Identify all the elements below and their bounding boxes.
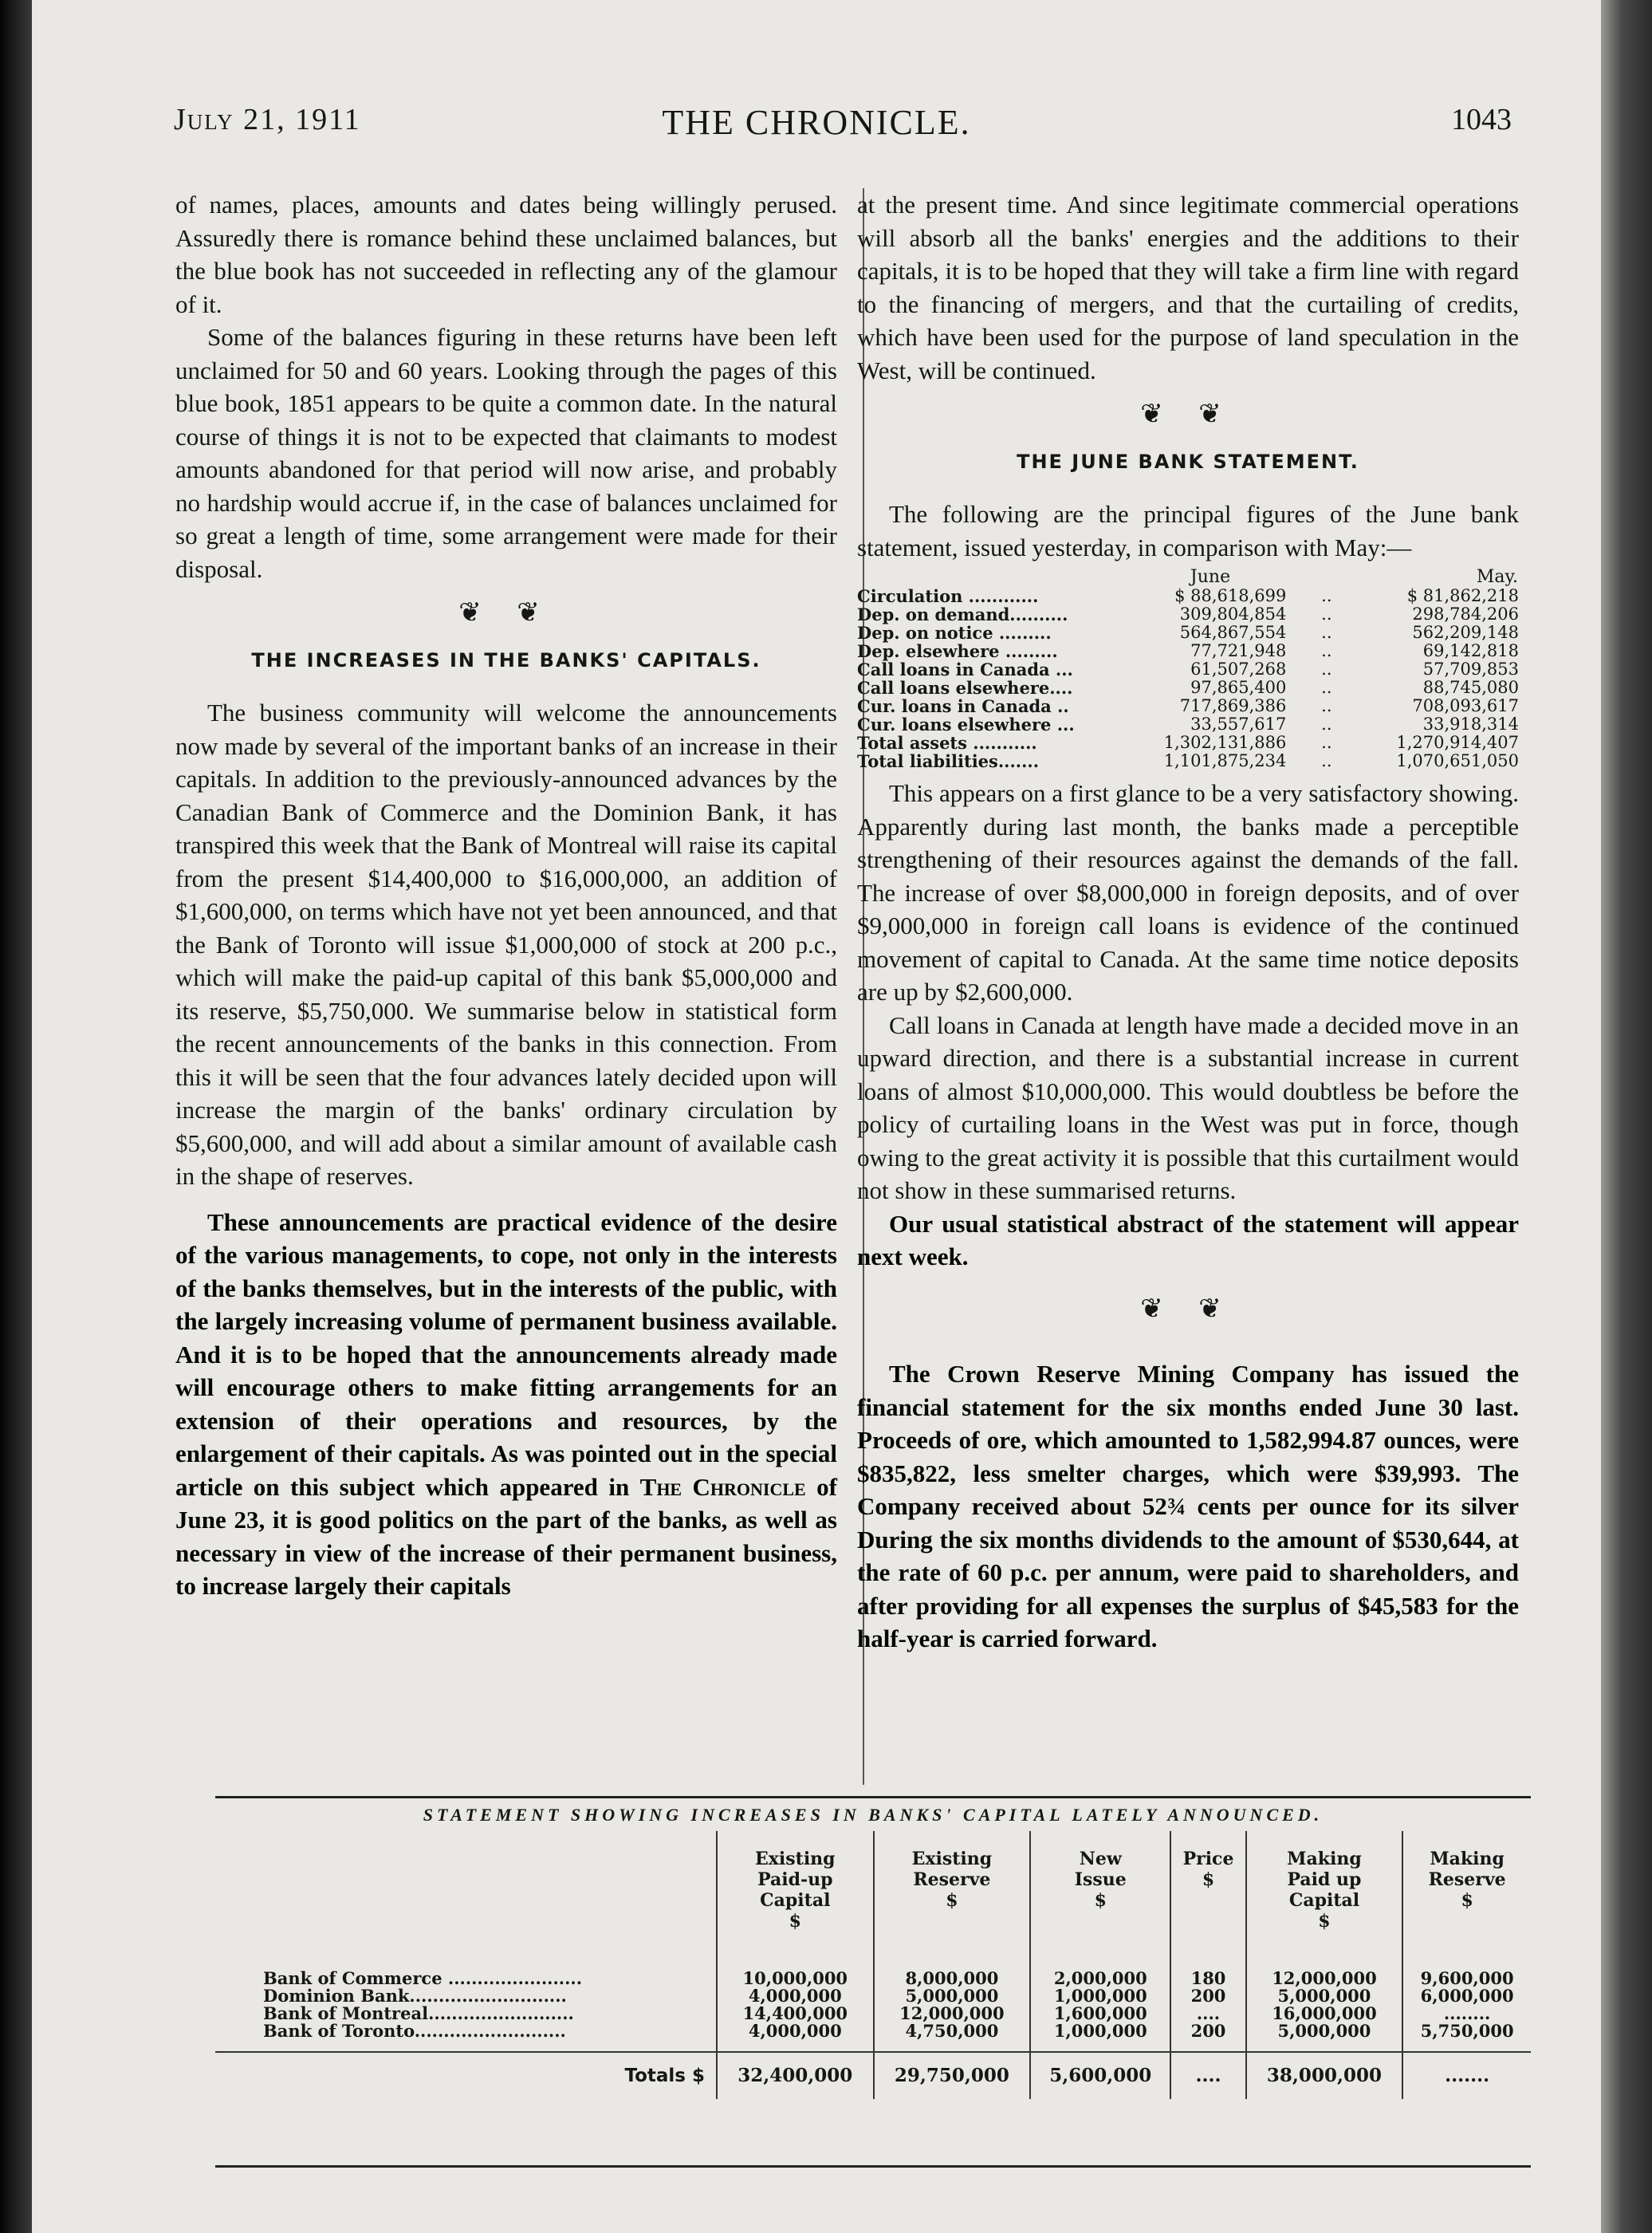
cell-making_reserve: 6,000,000 <box>1402 1987 1531 2005</box>
table-row <box>215 2005 1531 2022</box>
ornament-divider: ❦ ❦ <box>1140 400 1236 429</box>
header-line: $ <box>1461 1890 1473 1911</box>
paragraph: These announcements are practical evidence of the desire of the various managements, to cope, not only in the interests of the banks themselves, but in the interests of the public, with the largely increasing volume of permanent business available. And it is to be hoped that the announcements already made will encourage others to make fitting arrangements for an extension of their operations and resources, by the enlargement of their capitals. As was pointed out in the special article on this subject which appeared in The Chronicle of June 23, it is good politics on the part of the banks, as well as necessary in view of the increase of their permanent business, to increase largely their capitals <box>175 1207 837 1600</box>
cell-may: 1,070,651,050 <box>1396 751 1519 770</box>
cell-paid_up: 5,000,000 <box>1246 1987 1403 2005</box>
cell-reserve: 8,000,000 <box>874 1970 1031 1987</box>
header-line: Reserve <box>913 1869 991 1890</box>
page-edge-right <box>1601 0 1652 2233</box>
book-spine-left <box>0 0 32 2233</box>
cell-label: Circulation ............ <box>857 586 1039 606</box>
cell-capital: 10,000,000 <box>717 1970 874 1987</box>
cell-may: 33,918,314 <box>1422 715 1519 734</box>
header-line: Price <box>1182 1849 1234 1869</box>
table-row <box>857 697 1519 715</box>
cell-bank: Dominion Bank........................... <box>263 1986 567 2006</box>
table-row <box>857 660 1519 679</box>
cell-june: 564,867,554 <box>1179 623 1287 642</box>
total-label: Totals $ <box>215 2052 717 2099</box>
header-line: Existing <box>911 1849 993 1869</box>
cell-bank: Bank of Toronto.......................... <box>263 2021 566 2041</box>
cell-paid_up: 5,000,000 <box>1246 2022 1403 2040</box>
header-line: New <box>1079 1849 1122 1869</box>
cell-price: 200 <box>1170 1987 1245 2005</box>
header-line: Existing <box>755 1849 836 1869</box>
cell-capital: 4,000,000 <box>717 1987 874 2005</box>
cell-label: Dep. on notice ......... <box>857 623 1052 643</box>
cell-june: 77,721,948 <box>1190 641 1287 660</box>
cell-june: $ 88,618,699 <box>1174 586 1287 605</box>
cell-paid_up: 12,000,000 <box>1246 1970 1403 1987</box>
column-header <box>717 1831 874 1946</box>
header-line: Paid up <box>1287 1869 1362 1890</box>
cell-may: 298,784,206 <box>1412 605 1519 624</box>
total-price: .... <box>1170 2052 1245 2099</box>
cell-capital: 4,000,000 <box>717 2022 874 2040</box>
paragraph: The following are the principal figures of the June bank statement, issued yesterday, in comparison with May:— <box>857 500 1519 561</box>
header-line: $ <box>1202 1869 1215 1890</box>
cell-making_reserve: ........ <box>1402 2005 1531 2022</box>
capital-increase-table <box>215 1831 1531 2099</box>
cell-issue: 1,000,000 <box>1030 1987 1170 2005</box>
cell-making_reserve: 9,600,000 <box>1402 1970 1531 1987</box>
cell-june: 61,507,268 <box>1190 660 1287 679</box>
cell-sep: .. <box>1321 660 1332 679</box>
cell-sep: .. <box>1321 751 1332 770</box>
paragraph: Some of the balances figuring in these returns have been left unclaimed for 50 and 60 years. Looking through the pages of this blue book, 1851 appears to be quite a common date. In the natural course of things it is not to be expected that claimants to modest amounts abandoned for that period will now arise, and probably no hardship would accrue if, in the case of balances unclaimed for so great a length of time, some arrangement were made for their disposal. <box>175 323 837 583</box>
june-may-comparison-table <box>857 567 1519 770</box>
article-heading: THE INCREASES IN THE BANKS' CAPITALS. <box>251 648 761 671</box>
cell-may: 562,209,148 <box>1412 623 1519 642</box>
header-line: Paid-up <box>757 1869 833 1890</box>
cell-sep: .. <box>1321 623 1332 642</box>
ornament-divider: ❦ ❦ <box>458 598 554 628</box>
header-line: $ <box>1318 1911 1331 1932</box>
totals-row <box>215 2052 1531 2099</box>
paragraph: of names, places, amounts and dates being willingly perused. Assuredly there is romance behind these unclaimed balances, but the blue book has not succeeded in reflecting any of the glamour of it. <box>175 191 837 318</box>
publication-name: The Chronicle <box>639 1472 806 1501</box>
paragraph: This appears on a first glance to be a very satisfactory showing. Apparently during last month, the banks made a perceptible strengthening of their resources against the demands of the fall. The increase of over $8,000,000 in foreign deposits, and of over $9,000,000 in foreign call loans is evidence of the continued movement of capital to Canada. At the same time notice deposits are up by $2,600,000. <box>857 779 1519 1006</box>
column-header <box>1030 1831 1170 1946</box>
header-line: Issue <box>1074 1869 1127 1890</box>
table-top-rule <box>215 1796 1531 1798</box>
cell-issue: 1,000,000 <box>1030 2022 1170 2040</box>
cell-issue: 2,000,000 <box>1030 1970 1170 1987</box>
cell-may: $ 81,862,218 <box>1406 586 1519 605</box>
cell-june: 1,302,131,886 <box>1163 733 1287 752</box>
cell-sep: .. <box>1321 678 1332 697</box>
header-line: Making <box>1287 1849 1362 1869</box>
cell-capital: 14,400,000 <box>717 2005 874 2022</box>
table-row <box>215 1987 1531 2005</box>
paragraph: The business community will welcome the announcements now made by several of the important banks of an increase in their capitals. In addition to the previously-announced advances by the Canadian Bank of Commerce and the Dominion Bank, it has transpired this week that the Bank of Montreal will raise its capital from the present $14,400,000 to $16,000,000, an addition of $1,600,000, on terms which have not yet been announced, and that the Bank of Toronto will issue $1,000,000 of stock at 200 p.c., which will make the paid-up capital of this bank $5,000,000 and its reserve, $5,750,000. We summarise below in statistical form the recent announcements of the banks in this connection. From this it will be seen that the four advances lately decided upon will increase the margin of the banks' ordinary circulation by $5,600,000, and will add about a similar amount of available cash in the shape of reserves. <box>175 699 837 1190</box>
table-row <box>857 624 1519 642</box>
cell-label: Cur. loans elsewhere ... <box>857 715 1075 734</box>
cell-sep: .. <box>1321 586 1332 605</box>
masthead-title: THE CHRONICLE. <box>662 103 971 142</box>
cell-price: .... <box>1170 2005 1245 2022</box>
cell-sep: .. <box>1321 715 1332 734</box>
table-row <box>215 1970 1531 1987</box>
cell-june: 1,101,875,234 <box>1163 751 1287 770</box>
table-caption: STATEMENT SHOWING INCREASES IN BANKS' CAPITAL LATELY ANNOUNCED. <box>423 1805 1324 1825</box>
column-header <box>1402 1831 1531 1946</box>
paragraph: Call loans in Canada at length have made a decided move in an upward direction, and there is a substantial increase in current loans of almost $10,000,000. This would doubtless be before the policy of curtailing loans in the West was put in force, though owing to the great activity it is possible that this curtailment would not show in these summarised returns. <box>857 1010 1519 1204</box>
column-header-may: May. <box>1476 567 1518 587</box>
cell-label: Dep. on demand.......... <box>857 605 1068 624</box>
cell-label: Cur. loans in Canada .. <box>857 696 1069 716</box>
column-header-june: June <box>1190 567 1231 587</box>
ornament-divider: ❦ ❦ <box>1140 1294 1236 1324</box>
cell-sep: .. <box>1321 641 1332 660</box>
table-bottom-rule <box>215 2165 1531 2168</box>
cell-price: 180 <box>1170 1970 1245 1987</box>
total-paid_up: 38,000,000 <box>1246 2052 1403 2099</box>
table-row <box>857 734 1519 752</box>
table-row <box>857 587 1519 605</box>
cell-june: 33,557,617 <box>1190 715 1287 734</box>
header-line: Making <box>1430 1849 1504 1869</box>
cell-reserve: 4,750,000 <box>874 2022 1031 2040</box>
cell-june: 309,804,854 <box>1179 605 1287 624</box>
header-line: $ <box>946 1890 958 1911</box>
header-line: Capital <box>1288 1890 1360 1911</box>
article-heading: THE JUNE BANK STATEMENT. <box>1017 450 1359 473</box>
header-line: $ <box>1094 1890 1107 1911</box>
issue-date: July 21, 1911 <box>174 103 361 136</box>
column-header <box>874 1831 1031 1946</box>
paragraph: at the present time. And since legitimate commercial operations will absorb all the banks' energies and the additions to their capitals, it is to be hoped that they will take a firm line with regard to the financing of mergers, and that the curtailing of credits, which have been used for the purpose of land speculation in the West, will be continued. <box>857 191 1519 384</box>
left-column <box>175 188 837 1603</box>
right-column <box>857 188 1519 1656</box>
cell-may: 69,142,818 <box>1422 641 1519 660</box>
table-row <box>857 605 1519 624</box>
cell-sep: .. <box>1321 696 1332 715</box>
newspaper-page <box>32 0 1601 2233</box>
cell-may: 88,745,080 <box>1422 678 1519 697</box>
cell-making_reserve: 5,750,000 <box>1402 2022 1531 2040</box>
cell-sep: .. <box>1321 605 1332 624</box>
header-line: Capital <box>760 1890 831 1911</box>
total-reserve: 29,750,000 <box>874 2052 1031 2099</box>
cell-label: Total assets ........... <box>857 733 1037 753</box>
cell-may: 1,270,914,407 <box>1396 733 1519 752</box>
table-row <box>857 715 1519 734</box>
page-number: 1043 <box>1451 103 1512 136</box>
cell-june: 717,869,386 <box>1179 696 1287 715</box>
header-line: Reserve <box>1428 1869 1506 1890</box>
cell-price: 200 <box>1170 2022 1245 2040</box>
table-row <box>857 679 1519 697</box>
header-line: $ <box>789 1911 801 1932</box>
total-making_reserve: ....... <box>1402 2052 1531 2099</box>
cell-paid_up: 16,000,000 <box>1246 2005 1403 2022</box>
cell-june: 97,865,400 <box>1190 678 1287 697</box>
cell-may: 57,709,853 <box>1422 660 1519 679</box>
cell-sep: .. <box>1321 733 1332 752</box>
table-row <box>857 752 1519 770</box>
paragraph: Our usual statistical abstract of the statement will appear next week. <box>857 1209 1519 1270</box>
paragraph: The Crown Reserve Mining Company has issued the financial statement for the six months ended June 30 last. Proceeds of ore, which amounted to 1,582,994.87 ounces, were $835,822, less smelter charges, which were $39,993. The Company received about 52¾ cents per ounce for its silver During the six months dividends to the amount of $530,644, at the rate of 60 p.c. per annum, were paid to shareholders, and after providing for all expenses the surplus of $45,583 for the half-year is carried forward. <box>857 1360 1519 1652</box>
cell-label: Dep. elsewhere ......... <box>857 641 1058 661</box>
total-capital: 32,400,000 <box>717 2052 874 2099</box>
cell-reserve: 12,000,000 <box>874 2005 1031 2022</box>
cell-may: 708,093,617 <box>1412 696 1519 715</box>
table-row <box>215 2022 1531 2040</box>
cell-label: Call loans elsewhere.... <box>857 678 1073 698</box>
total-issue: 5,600,000 <box>1030 2052 1170 2099</box>
table-row <box>857 642 1519 660</box>
column-header <box>1170 1831 1245 1946</box>
cell-issue: 1,600,000 <box>1030 2005 1170 2022</box>
cell-bank: Bank of Montreal......................... <box>263 2003 574 2023</box>
cell-label: Call loans in Canada ... <box>857 660 1073 679</box>
cell-label: Total liabilities....... <box>857 751 1040 771</box>
cell-reserve: 5,000,000 <box>874 1987 1031 2005</box>
cell-bank: Bank of Commerce ....................... <box>263 1968 583 1988</box>
column-header <box>1246 1831 1403 1946</box>
